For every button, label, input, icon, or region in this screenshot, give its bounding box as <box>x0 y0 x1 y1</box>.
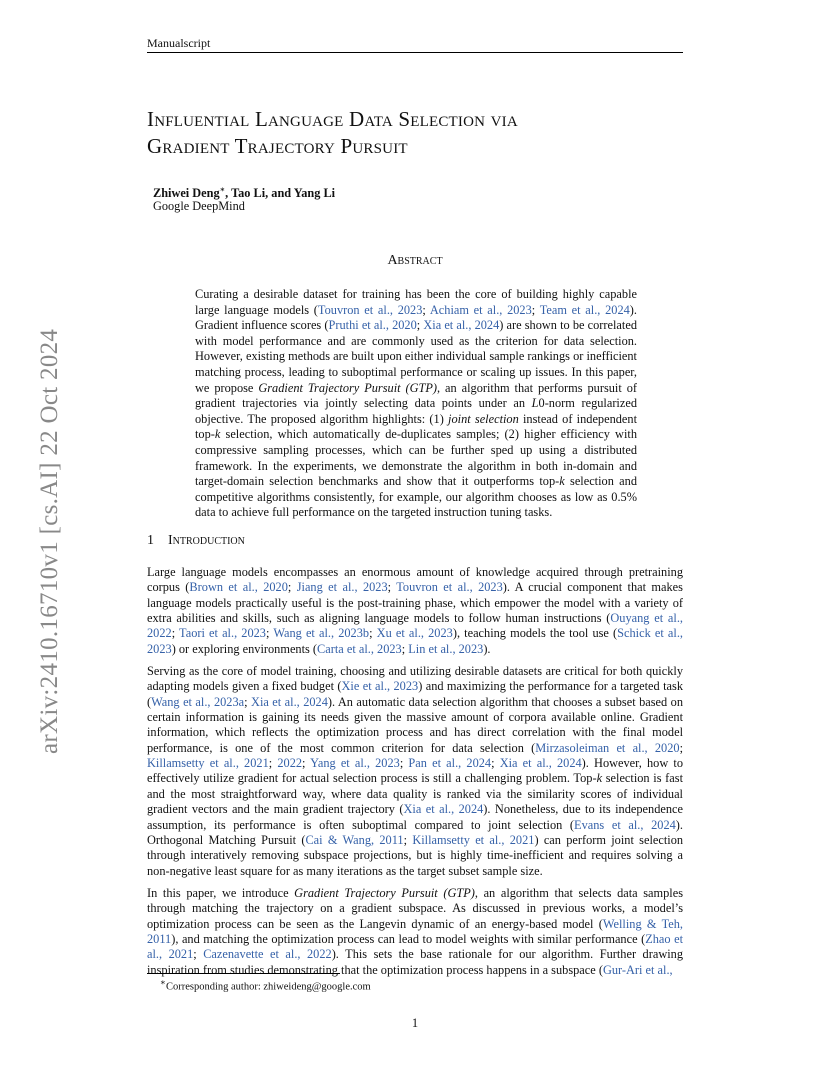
emphasis-text: k <box>214 427 221 442</box>
emphasis-text: k <box>559 474 565 489</box>
page-number: 1 <box>411 1016 419 1030</box>
citation-link[interactable]: Xia et al., 2024 <box>403 802 484 817</box>
text-run: Curating a desirable dataset for training has been the core of building highly capable large language models ( <box>195 287 637 317</box>
text-run: ). <box>483 641 491 656</box>
text-run: ). Gradient influence scores ( <box>195 302 637 333</box>
text-run: ; <box>193 947 204 962</box>
text-run: ; <box>399 756 409 771</box>
text-run: ; <box>679 740 683 755</box>
text-run: ; <box>369 626 377 641</box>
affiliation: Google DeepMind <box>153 199 245 213</box>
text-run: ; <box>491 756 500 771</box>
text-run: ; <box>268 756 278 771</box>
section-number: 1 <box>147 533 154 548</box>
text-run: ), teaching models the tool use ( <box>452 626 618 641</box>
text-run: ). An automatic data selection algorithm that chooses a subset based on certain information is gaining its needs given the massive amount of corpora available online. Gradient information, which reflects the optimization process and has direct correlation with the final model performance, is one of the most common criterion for data selection ( <box>147 694 683 755</box>
citation-link[interactable]: Lin et al., 2023 <box>408 641 484 656</box>
text-run: ) can perform joint selection through interatively removing subspace projections, but is highly time-inefficient and requires solving a non-negative least square for as many iterations as the target subset sample size. <box>147 832 684 878</box>
emphasis-text: Gradient Trajectory Pursuit (GTP) <box>258 380 438 395</box>
text-run: selection and competitive algorithms consistently, for example, our algorithm chooses as low as 0.5% data to achieve full performance on the targeted instruction tuning tasks. <box>195 474 637 520</box>
author-rest: , Tao Li, and Yang Li <box>225 186 336 201</box>
section-heading <box>147 533 245 549</box>
citation-link[interactable]: Team et al., 2024 <box>539 302 630 317</box>
text-run: ; <box>287 580 297 595</box>
citation-link[interactable]: Pruthi et al., 2020 <box>328 318 417 333</box>
text-run: ; <box>387 580 397 595</box>
citation-link[interactable]: Xia et al., 2024 <box>423 318 500 333</box>
text-run: ; <box>302 756 311 771</box>
text-run: ; <box>531 302 540 317</box>
citation-link[interactable]: Taori et al., 2023 <box>179 626 266 641</box>
paragraph <box>147 565 683 657</box>
citation-link[interactable]: Killamsetty et al., 2021 <box>412 832 535 847</box>
paragraph <box>147 886 683 978</box>
emphasis-text: joint selection <box>448 411 519 426</box>
introduction-body <box>147 565 683 985</box>
paragraph <box>147 664 683 879</box>
text-run: ; <box>244 694 252 709</box>
footnote-mark: ∗ <box>160 977 166 987</box>
text-run: 0-norm regularized objective. The proposed algorithm highlights: (1) <box>195 396 637 426</box>
citation-link[interactable]: Xia et al., 2024 <box>499 756 582 771</box>
citation-link[interactable]: Schick et al., 2023 <box>147 626 684 656</box>
citation-link[interactable]: 2022 <box>277 756 303 771</box>
citation-link[interactable]: Xie et al., 2023 <box>341 679 419 694</box>
citation-link[interactable]: Ouyang et al., 2022 <box>147 611 683 641</box>
citation-link[interactable]: Wang et al., 2023b <box>273 626 370 641</box>
text-run: , an algorithm that performs pursuit of gradient trajectories via jointly selecting data points under an <box>195 380 637 411</box>
text-run: ; <box>171 626 180 641</box>
citation-link[interactable]: Zhao et al., 2021 <box>147 931 683 962</box>
text-run: ) are shown to be correlated with model performance and are commonly used as the criterion for data selection. However, existing methods are built upon either individual sample rankings or inefficient matching process, leading to suboptimal performance or scaling up issues. In this paper, we propose <box>195 318 637 395</box>
citation-link[interactable]: Cazenavette et al., 2022 <box>203 947 332 962</box>
text-run: instead of independent top- <box>195 411 638 442</box>
text-run: In this paper, we introduce <box>147 885 295 900</box>
footnote-rule <box>147 973 340 974</box>
author-mark: ∗ <box>219 185 226 194</box>
citation-link[interactable]: Brown et al., 2020 <box>189 580 288 595</box>
text-run: selection, which automatically de-duplicates samples; (2) higher efficiency with compressive sampling processes, which can be further sped up using a distributed framework. In the experiments, we demonstrate the algorithm in both in-domain and target-domain selection benchmarks and show that it outperforms top- <box>195 427 637 489</box>
paper-title <box>147 106 707 160</box>
citation-link[interactable]: Killamsetty et al., 2021 <box>147 756 269 771</box>
citation-link[interactable]: Touvron et al., 2023 <box>317 302 423 317</box>
title-line-1: Influential Language Data Selection via <box>147 107 518 131</box>
footnote <box>160 977 371 993</box>
running-header: Manualscript <box>147 36 211 50</box>
citation-link[interactable]: Yang et al., 2023 <box>310 756 400 771</box>
text-run: ). A crucial component that makes language models practically useful is the post-training phase, which empower the model with a variety of extra abilities and skills, such as aligning language models to follow human instructions ( <box>147 580 683 626</box>
citation-link[interactable]: Xu et al., 2023 <box>376 626 453 641</box>
text-run: ). This sets the base rationale for our algorithm. Further drawing inspiration from studies demonstrating that the optimization process happens in a subspace ( <box>147 947 684 977</box>
citation-link[interactable]: Wang et al., 2023a <box>151 694 245 709</box>
abstract-heading: Abstract <box>387 253 443 268</box>
text-run: ; <box>422 302 430 317</box>
citation-link[interactable]: Touvron et al., 2023 <box>396 580 503 595</box>
citation-link[interactable]: Gur-Ari et al., <box>602 962 673 977</box>
text-run: ; <box>416 318 424 333</box>
citation-link[interactable]: Xia et al., 2024 <box>251 694 328 709</box>
text-run: ; <box>401 641 409 656</box>
text-run: ) and maximizing the performance for a targeted task ( <box>147 679 683 709</box>
text-run: Large language models encompasses an enormous amount of knowledge acquired through pretraining corpus ( <box>147 565 683 595</box>
text-run: , an algorithm that selects data samples through matching the trajectory on a gradient subspace. As discussed in previous works, a model’s optimization process can be seen as the Langevin dynamic of an energy-based model ( <box>147 885 683 931</box>
title-line-2: Gradient Trajectory Pursuit <box>147 134 408 158</box>
header-rule <box>147 52 683 53</box>
text-run: ; <box>403 832 413 847</box>
section-title: Introduction <box>168 533 245 548</box>
citation-link[interactable]: Jiang et al., 2023 <box>296 580 388 595</box>
text-run: selection is fast and the most straightforward way, where data quality is ranked via the similarity scores of individual gradient vectors and the main gradient trajectory ( <box>147 771 683 817</box>
emphasis-text: k <box>596 771 603 786</box>
footnote-text: Corresponding author: zhiweideng@google.com <box>165 981 371 993</box>
citation-link[interactable]: Pan et al., 2024 <box>408 756 492 771</box>
text-run: ; <box>265 626 274 641</box>
arxiv-stamp: arXiv:2410.16710v1 [cs.AI] 22 Oct 2024 <box>36 328 63 754</box>
citation-link[interactable]: Carta et al., 2023 <box>317 641 402 656</box>
abstract-text <box>195 287 637 521</box>
citation-link[interactable]: Mirzasoleiman et al., 2020 <box>535 740 680 755</box>
text-run: ). Nonetheless, due to its independence assumption, its performance is often suboptimal compared to joint selection ( <box>147 802 683 832</box>
text-run: ), and matching the optimization process can lead to model weights with similar performance ( <box>171 931 646 946</box>
citation-link[interactable]: Cai & Wang, 2011 <box>305 832 404 847</box>
emphasis-text: L <box>531 396 539 411</box>
text-run: ) or exploring environments ( <box>171 641 318 656</box>
text-run: ). Orthogonal Matching Pursuit ( <box>147 817 683 847</box>
text-run: ). However, how to effectively utilize gradient for actual selection process is still a challenging problem. Top- <box>147 756 684 786</box>
citation-link[interactable]: Achiam et al., 2023 <box>429 302 532 317</box>
emphasis-text: Gradient Trajectory Pursuit (GTP) <box>294 885 475 900</box>
citation-link[interactable]: Evans et al., 2024 <box>574 817 676 832</box>
text-run: Serving as the core of model training, choosing and utilizing desirable datasets are critical for both quickly adapting models given a fixed budget ( <box>147 664 683 694</box>
author-first: Zhiwei Deng <box>153 186 220 201</box>
citation-link[interactable]: Welling & Teh, 2011 <box>147 916 683 946</box>
